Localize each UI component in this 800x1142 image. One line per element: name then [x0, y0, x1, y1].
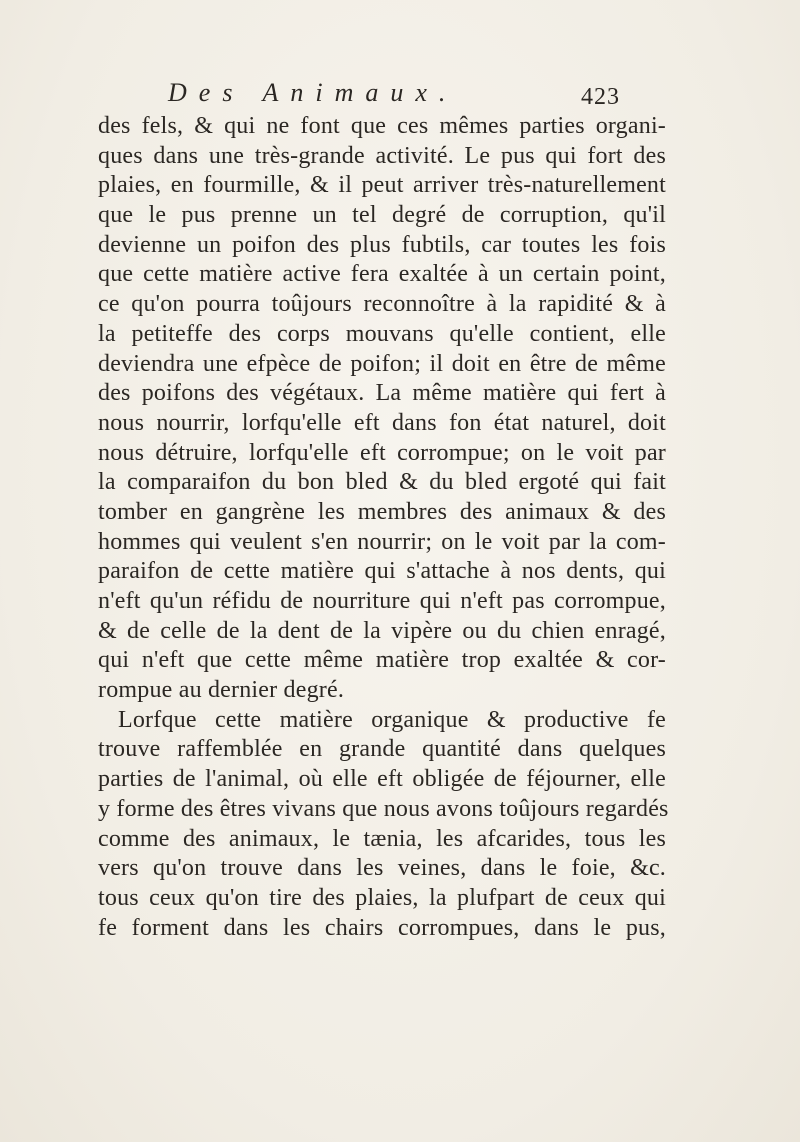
page-number: 423 [581, 84, 620, 110]
body-text [98, 112, 669, 943]
text-line: nous nourrir, lorfqu'elle eft dans fon état naturel, doit [98, 409, 666, 436]
text-line: la comparaifon du bon bled & du bled ergoté qui fait [98, 469, 666, 496]
text-line: tous ceux qu'on tire des plaies, la plufpart de ceux qui [98, 884, 666, 911]
text-line: n'eft qu'un réfidu de nourriture qui n'eft pas corrompue, [98, 588, 666, 614]
text-line: paraifon de cette matière qui s'attache à nos dents, qui [98, 558, 666, 585]
text-line: deviendra une efpèce de poifon; il doit en être de même [98, 350, 666, 377]
text-line: comme des animaux, le tænia, les afcarides, tous les [98, 825, 666, 852]
text-line: fe forment dans les chairs corrompues, dans le pus, [98, 914, 666, 941]
text-line: rompue au dernier degré. [98, 677, 345, 704]
text-line: trouve raffemblée en grande quantité dans quelques [98, 736, 666, 763]
text-line: ce qu'on pourra toûjours reconnoître à la rapidité & à [98, 291, 666, 318]
text-line: & de celle de la dent de la vipère ou du chien enragé, [98, 617, 666, 644]
text-line: tomber en gangrène les membres des animaux & des [98, 498, 666, 525]
text-line: des poifons des végétaux. La même matière qui fert à [98, 380, 666, 407]
text-line: y forme des êtres vivans que nous avons toûjours regardés [98, 795, 669, 822]
text-line: parties de l'animal, où elle eft obligée de féjourner, elle [98, 766, 666, 793]
text-line: devienne un poifon des plus fubtils, car toutes les fois [98, 231, 666, 258]
text-line: que cette matière active fera exaltée à un certain point, [98, 261, 666, 288]
running-title: Des Animaux. [168, 78, 458, 107]
text-line: la petiteffe des corps mouvans qu'elle contient, elle [98, 320, 666, 347]
text-line: nous détruire, lorfqu'elle eft corrompue; on le voit par [98, 439, 666, 466]
text-line: qui n'eft que cette même matière trop exaltée & cor- [98, 647, 666, 674]
paragraph-start-line: Lorfque cette matière organique & productive fe [118, 706, 666, 733]
text-line: ques dans une très-grande activité. Le pus qui fort des [98, 142, 666, 169]
text-line: vers qu'on trouve dans les veines, dans le foie, &c. [98, 855, 666, 882]
text-line: que le pus prenne un tel degré de corruption, qu'il [98, 202, 666, 229]
text-line: hommes qui veulent s'en nourrir; on le voit par la com- [98, 528, 666, 555]
text-line: des fels, & qui ne font que ces mêmes parties organi- [98, 113, 666, 139]
text-line: plaies, en fourmille, & il peut arriver très-naturellement [98, 172, 666, 199]
